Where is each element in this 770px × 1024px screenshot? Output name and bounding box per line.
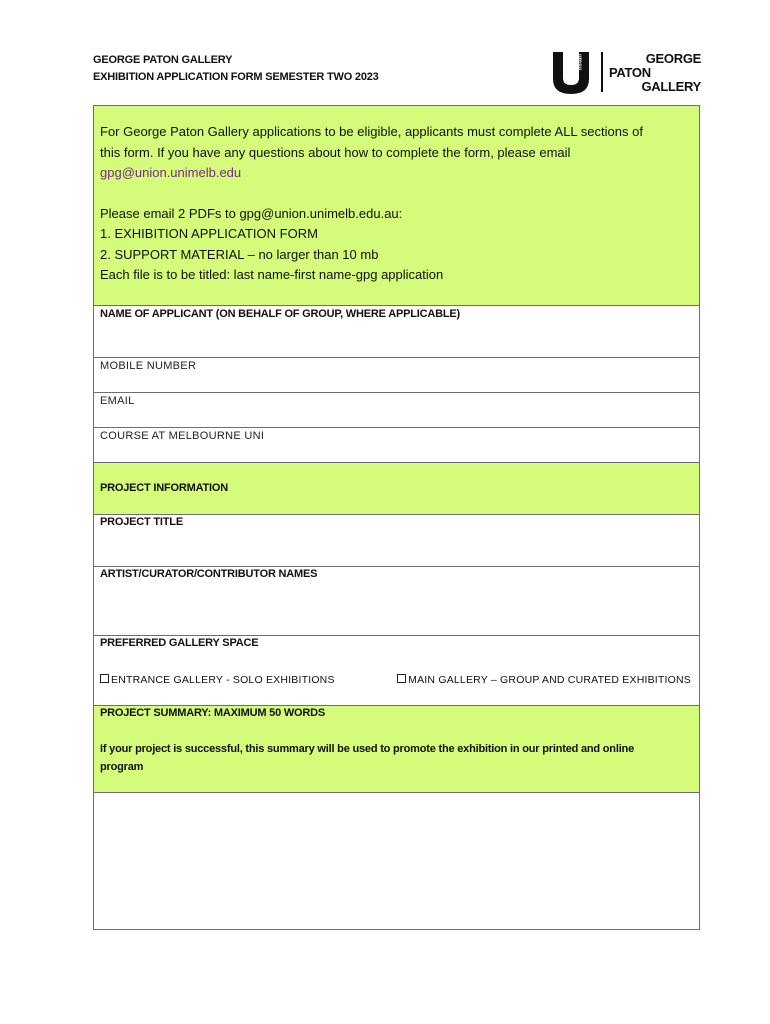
artist-names-field[interactable] xyxy=(94,567,699,636)
application-form-table xyxy=(93,105,700,930)
preferred-gallery-space-section xyxy=(94,636,699,706)
main-gallery-option[interactable] xyxy=(397,674,691,686)
course-field[interactable] xyxy=(94,428,699,463)
required-item-1: 1. EXHIBITION APPLICATION FORM xyxy=(100,226,318,241)
email-instruction: Please email 2 PDFs to gpg@union.unimelb.edu.au: xyxy=(100,205,403,221)
project-information-header xyxy=(94,463,699,515)
spacer xyxy=(100,184,691,204)
form-title: EXHIBITION APPLICATION FORM SEMESTER TWO 2023 xyxy=(93,71,379,83)
intro-line-2: this form. If you have any questions about how to complete the form, please email xyxy=(100,144,571,160)
main-gallery-label: MAIN GALLERY – GROUP AND CURATED EXHIBITIONS xyxy=(408,674,691,686)
gallery-space-options xyxy=(100,674,691,686)
logo-word-paton: PATON xyxy=(609,65,651,80)
logo-word-gallery: GALLERY xyxy=(641,79,701,94)
project-summary-note: If your project is successful, this summary will be used to promote the exhibition in our printed and online program xyxy=(100,743,634,773)
contact-email-link[interactable]: gpg@union.unimelb.edu xyxy=(100,165,242,180)
preferred-gallery-space-label: PREFERRED GALLERY SPACE xyxy=(100,637,259,649)
project-summary-label: PROJECT SUMMARY: MAXIMUM 50 WORDS xyxy=(100,707,326,719)
logo-word-george: GEORGE xyxy=(645,51,701,66)
main-gallery-checkbox[interactable] xyxy=(397,674,406,683)
email-label: EMAIL xyxy=(100,395,135,407)
mobile-number-label: MOBILE NUMBER xyxy=(100,360,197,372)
umsu-u-logo-icon xyxy=(553,52,589,94)
umsu-mark-text: umsu xyxy=(576,54,582,71)
mobile-number-field[interactable] xyxy=(94,358,699,393)
project-title-field[interactable] xyxy=(94,515,699,567)
project-information-label: PROJECT INFORMATION xyxy=(100,482,228,494)
email-field[interactable] xyxy=(94,393,699,428)
course-label: COURSE AT MELBOURNE UNI xyxy=(100,430,265,442)
entrance-gallery-checkbox[interactable] xyxy=(100,674,109,683)
file-naming-rule: Each file is to be titled: last name-first name-gpg application xyxy=(100,267,444,282)
applicant-name-label: NAME OF APPLICANT (ON BEHALF OF GROUP, WHERE APPLICABLE) xyxy=(100,308,460,320)
artist-names-label: ARTIST/CURATOR/CONTRIBUTOR NAMES xyxy=(100,568,318,580)
logo-wordmark xyxy=(609,52,701,94)
required-item-2: 2. SUPPORT MATERIAL – no larger than 10 mb xyxy=(100,246,379,262)
document-header xyxy=(93,52,379,86)
entrance-gallery-label: ENTRANCE GALLERY - SOLO EXHIBITIONS xyxy=(111,674,335,686)
george-paton-gallery-logo xyxy=(553,50,703,98)
intro-section xyxy=(94,106,699,306)
project-title-label: PROJECT TITLE xyxy=(100,516,183,528)
intro-line-1: For George Paton Gallery applications to be eligible, applicants must complete ALL sections of xyxy=(100,124,643,139)
applicant-name-field[interactable] xyxy=(94,306,699,358)
project-summary-input-area[interactable] xyxy=(94,793,699,930)
logo-divider xyxy=(601,52,603,92)
project-summary-header xyxy=(94,706,699,793)
entrance-gallery-option[interactable] xyxy=(100,674,335,686)
gallery-title: GEORGE PATON GALLERY xyxy=(93,54,233,66)
